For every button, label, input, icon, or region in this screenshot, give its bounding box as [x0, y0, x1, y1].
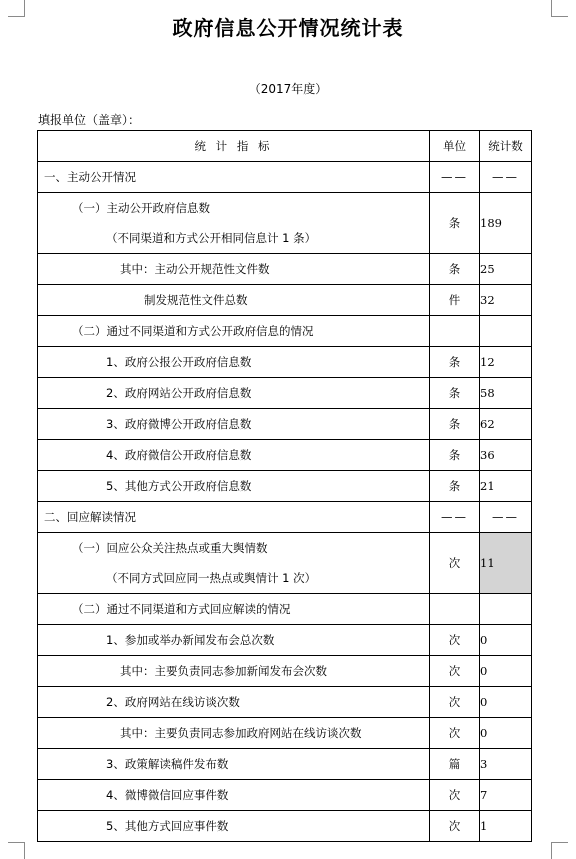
row-unit [430, 316, 480, 347]
row-unit: 次 [430, 625, 480, 656]
row-indicator [38, 780, 430, 811]
header-count: 统计数 [480, 131, 532, 162]
row-unit: 次 [430, 718, 480, 749]
header-indicator: 统 计 指 标 [38, 131, 430, 162]
table-row [38, 594, 532, 625]
row-indicator [38, 162, 430, 193]
row-unit: 条 [430, 254, 480, 285]
report-year: （2017年度） [248, 82, 328, 96]
indicator-label: （一）主动公开政府信息数 [72, 201, 210, 215]
indicator-label: 4、微博微信回应事件数 [106, 788, 229, 802]
table-row [38, 687, 532, 718]
row-count: 3 [480, 749, 532, 780]
row-unit: 次 [430, 533, 480, 594]
row-unit [430, 594, 480, 625]
row-unit: —— [430, 502, 480, 533]
row-count: 0 [480, 656, 532, 687]
row-indicator [38, 687, 430, 718]
row-unit: 件 [430, 285, 480, 316]
row-count: 36 [480, 440, 532, 471]
table-row [38, 162, 532, 193]
table-row [38, 440, 532, 471]
row-count [480, 594, 532, 625]
table-row [38, 254, 532, 285]
row-unit: —— [430, 162, 480, 193]
row-count: 32 [480, 285, 532, 316]
indicator-label: （一）回应公众关注热点或重大舆情数 [72, 541, 268, 555]
indicator-label: 其中：主要负责同志参加新闻发布会次数 [120, 664, 327, 678]
indicator-label: 5、其他方式公开政府信息数 [106, 479, 252, 493]
row-count: 58 [480, 378, 532, 409]
table-row [38, 780, 532, 811]
table-row [38, 656, 532, 687]
indicator-label: 1、政府公报公开政府信息数 [106, 355, 252, 369]
table-row [38, 749, 532, 780]
table-row [38, 378, 532, 409]
row-indicator [38, 440, 430, 471]
row-unit: 次 [430, 656, 480, 687]
row-count: 0 [480, 687, 532, 718]
row-indicator [38, 656, 430, 687]
indicator-label: 一、主动公开情况 [44, 170, 136, 184]
reporting-unit-label: 填报单位（盖章）： [38, 113, 141, 127]
row-unit: 条 [430, 409, 480, 440]
row-indicator [38, 193, 430, 254]
row-count: 62 [480, 409, 532, 440]
indicator-label: 3、政策解读稿件发布数 [106, 757, 229, 771]
indicator-label: 二、回应解读情况 [44, 510, 136, 524]
table-row [38, 718, 532, 749]
indicator-note: （不同渠道和方式公开相同信息计 1 条） [106, 231, 317, 245]
row-count: 21 [480, 471, 532, 502]
row-indicator [38, 625, 430, 656]
row-unit: 条 [430, 440, 480, 471]
table-row [38, 285, 532, 316]
row-unit: 次 [430, 811, 480, 842]
row-unit: 条 [430, 378, 480, 409]
row-unit: 条 [430, 193, 480, 254]
indicator-label: 2、政府网站公开政府信息数 [106, 386, 252, 400]
row-count: 12 [480, 347, 532, 378]
row-indicator [38, 347, 430, 378]
row-count: 189 [480, 193, 532, 254]
indicator-label: 1、参加或举办新闻发布会总次数 [106, 633, 275, 647]
table-row [38, 811, 532, 842]
row-unit: 条 [430, 471, 480, 502]
row-count [480, 316, 532, 347]
row-count: 11 [480, 533, 532, 594]
row-indicator [38, 316, 430, 347]
row-unit: 次 [430, 780, 480, 811]
indicator-note: （不同方式回应同一热点或舆情计 1 次） [106, 571, 317, 585]
row-count: 0 [480, 625, 532, 656]
indicator-label: （二）通过不同渠道和方式回应解读的情况 [72, 602, 291, 616]
row-count: 1 [480, 811, 532, 842]
indicator-label: 2、政府网站在线访谈次数 [106, 695, 240, 709]
table-row [38, 193, 532, 254]
row-unit: 条 [430, 347, 480, 378]
row-count: 0 [480, 718, 532, 749]
row-indicator [38, 749, 430, 780]
indicator-label: 制发规范性文件总数 [144, 293, 248, 307]
row-count: 7 [480, 780, 532, 811]
header-unit: 单位 [430, 131, 480, 162]
page-title: 政府信息公开情况统计表 [172, 16, 404, 40]
row-unit: 次 [430, 687, 480, 718]
row-count: 25 [480, 254, 532, 285]
table-row [38, 502, 532, 533]
row-indicator [38, 718, 430, 749]
row-indicator [38, 285, 430, 316]
table-row [38, 471, 532, 502]
table-row [38, 533, 532, 594]
indicator-label: 其中：主要负责同志参加政府网站在线访谈次数 [120, 726, 362, 740]
table-row [38, 409, 532, 440]
row-count: —— [480, 502, 532, 533]
row-unit: 篇 [430, 749, 480, 780]
row-indicator [38, 471, 430, 502]
crop-mark-bottom-right [551, 842, 568, 859]
row-indicator [38, 811, 430, 842]
indicator-label: 5、其他方式回应事件数 [106, 819, 229, 833]
indicator-label: 4、政府微信公开政府信息数 [106, 448, 252, 462]
statistics-table [37, 130, 532, 842]
table-row [38, 316, 532, 347]
table-row [38, 347, 532, 378]
indicator-label: （二）通过不同渠道和方式公开政府信息的情况 [72, 324, 314, 338]
row-indicator [38, 502, 430, 533]
indicator-label: 其中：主动公开规范性文件数 [120, 262, 270, 276]
row-indicator [38, 254, 430, 285]
indicator-label: 3、政府微博公开政府信息数 [106, 417, 252, 431]
row-indicator [38, 594, 430, 625]
row-indicator [38, 533, 430, 594]
row-indicator [38, 409, 430, 440]
crop-mark-bottom-left [8, 842, 25, 859]
table-row [38, 625, 532, 656]
row-count: —— [480, 162, 532, 193]
table-header-row [38, 131, 532, 162]
row-indicator [38, 378, 430, 409]
